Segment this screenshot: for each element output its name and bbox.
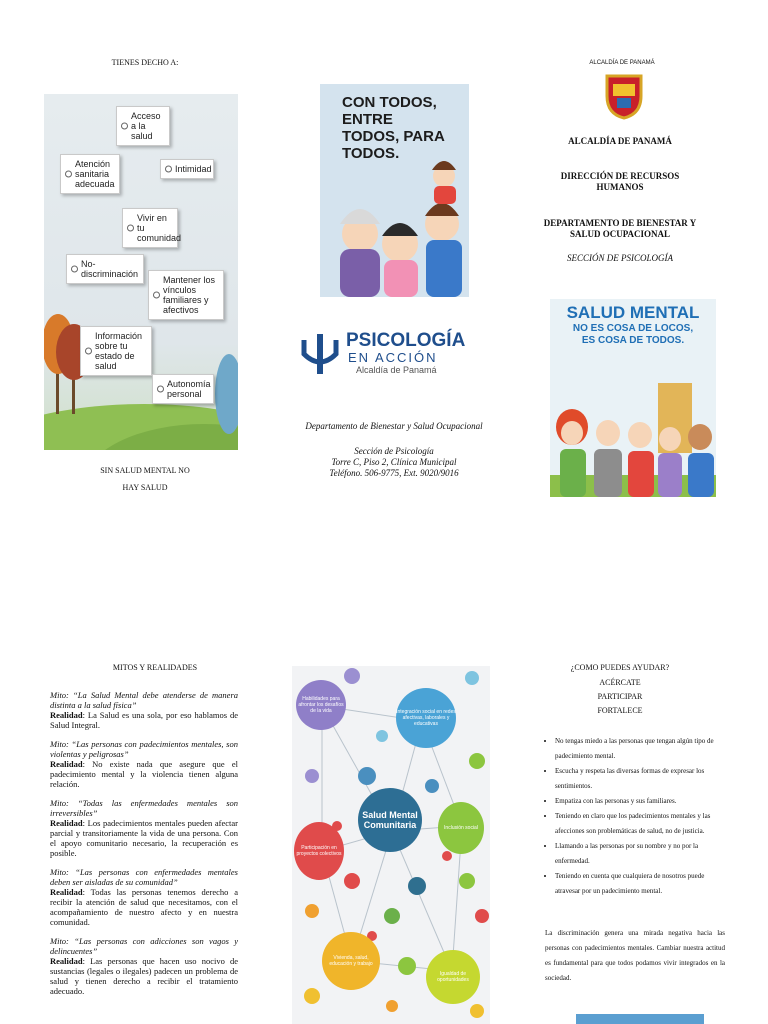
logo-caption: Alcaldía de Panamá xyxy=(356,365,437,375)
reality-text: : Todas las personas tenemos derecho a recibir la atención de salud que necesitamos, con el acompañamiento de nuestro afecto y en nuestra comunidad. xyxy=(50,887,238,927)
reality-label: Realidad xyxy=(50,759,83,769)
reality-label: Realidad xyxy=(50,710,83,720)
reality-text: : Las personas que hacen uso nocivo de sustancias (legales o ilegales) padecen un problema de salud y tienen derecho a recibir el tratamiento adecuado. xyxy=(50,956,238,996)
node-participacion: Participación en proyectos colectivos xyxy=(294,822,344,880)
myth-text: Mito: “La Salud Mental debe atenderse de manera distinta a la salud física” xyxy=(50,690,238,710)
crowd-illustration xyxy=(550,299,716,497)
right-card-family xyxy=(148,270,224,320)
small-title: ALCALDÍA DE PANAMÁ xyxy=(589,60,655,66)
card-label: Acceso a la salud xyxy=(131,111,161,141)
help-bullet: • Escucha y respeta las diversas formas de expresar los sentimientos. xyxy=(555,764,725,794)
rights-caption-line2: HAY SALUD xyxy=(122,483,168,492)
rights-heading: TIENES DECHO A: xyxy=(111,58,179,67)
reality-label: Realidad xyxy=(50,956,83,966)
center-section: Sección de Psicología xyxy=(354,446,434,456)
reality-label: Realidad xyxy=(50,887,83,897)
help-bullet: • Teniendo en cuenta que cualquiera de nosotros puede atravesar por un padecimiento mental. xyxy=(555,869,725,899)
bottom-image-fragment xyxy=(576,1014,704,1024)
myth-text: Mito: “Todas las enfermedades mentales son irreversibles” xyxy=(50,798,238,818)
myth-item xyxy=(50,739,238,789)
psi-icon xyxy=(298,332,342,376)
logo-title: PSICOLOGÍA xyxy=(346,330,466,351)
help-a2: PARTICIPAR xyxy=(597,692,643,701)
help-bullets xyxy=(545,734,725,899)
con-todos-poster xyxy=(320,84,469,297)
myth-item xyxy=(50,798,238,858)
poster-sub-line1: NO ES COSA DE LOCOS, xyxy=(572,323,694,334)
reality-text: : No existe nada que asegure que el padecimiento mental y la violencia tienen alguna relación. xyxy=(50,759,238,789)
card-label: Vivir en tu comunidad xyxy=(137,213,182,243)
myth-item xyxy=(50,867,238,927)
myth-item xyxy=(50,936,238,996)
myths-heading: MITOS Y REALIDADES xyxy=(112,663,198,672)
card-label: Autonomía personal xyxy=(167,379,211,399)
node-habilidades: Habilidades para afrontar los desafíos de la vida xyxy=(296,680,346,730)
node-vivienda: Vivienda, salud, educación y trabajo xyxy=(322,932,380,990)
right-card-information xyxy=(80,326,152,376)
rights-illustration xyxy=(44,94,238,450)
card-label: No-discriminación xyxy=(81,259,139,279)
people-illustration xyxy=(320,84,469,297)
reality-text: : La Salud es una sola, por eso hablamos de Salud Integral. xyxy=(50,710,238,730)
node-center: Salud Mental Comunitaria xyxy=(358,788,422,852)
reality-label: Realidad xyxy=(50,818,83,828)
help-a3: FORTALECE xyxy=(597,706,643,715)
right-card-community xyxy=(122,208,182,248)
community-mental-health-network xyxy=(292,666,490,1024)
right-card-autonomy xyxy=(152,374,214,404)
help-a1: ACÉRCATE xyxy=(599,678,641,687)
card-label: Atención sanitaria adecuada xyxy=(75,159,115,189)
poster-title: SALUD MENTAL xyxy=(566,303,700,322)
poster-sub-line2: ES COSA DE TODOS. xyxy=(581,335,685,346)
help-closing: La discriminación genera una mirada negativa hacia las personas con padecimientos mentales. Cambiar nuestra actitud es fundamental para que todos podamos vivir integrados en la sociedad. xyxy=(545,929,725,982)
reality-text: : Los padecimientos mentales pueden afectar parcial y transitoriamente la vida de una persona. Con el apoyo comunitario necesario, la recuperación es posible. xyxy=(50,818,238,858)
help-bullet: • Empatiza con las personas y sus familiares. xyxy=(555,794,725,809)
right-card-attention xyxy=(60,154,120,194)
logo-subtitle: EN ACCIÓN xyxy=(348,350,438,365)
card-label: Mantener los vínculos familiares y afectivos xyxy=(163,275,216,315)
center-dept: Departamento de Bienestar y Salud Ocupacional xyxy=(305,421,483,431)
psicologia-logo xyxy=(298,330,488,376)
myths-list xyxy=(50,690,238,996)
center-phone: Teléfono. 506-9775, Ext. 9020/9016 xyxy=(329,468,459,478)
help-bullet: • No tengas miedo a las personas que tengan algún tipo de padecimiento mental. xyxy=(555,734,725,764)
salud-mental-poster xyxy=(550,299,716,497)
poster-text: CON TODOS, ENTRE TODOS, PARA TODOS. xyxy=(342,94,445,162)
right-card-access xyxy=(116,106,170,146)
node-igualdad: Igualdad de oportunidades xyxy=(426,950,480,1004)
title: ALCALDÍA DE PANAMÁ xyxy=(568,136,672,146)
card-label: Intimidad xyxy=(175,164,212,174)
node-inclusion: Inclusión social xyxy=(438,802,484,854)
myth-text: Mito: “Las personas con enfermedades mentales deben ser aisladas de su comunidad” xyxy=(50,867,238,887)
myth-item xyxy=(50,690,238,730)
departamento: DEPARTAMENTO DE BIENESTAR Y SALUD OCUPACIONAL xyxy=(543,218,697,239)
node-integracion: Integración social en redes afectivas, laborales y educativas xyxy=(396,688,456,748)
center-address: Torre C, Piso 2, Clínica Municipal xyxy=(331,457,457,467)
myth-text: Mito: “Las personas con adicciones son vagos y delincuentes” xyxy=(50,936,238,956)
help-bullet: • Teniendo en claro que los padecimientos mentales y las afecciones son problemáticas de salud, no de justicia. xyxy=(555,809,725,839)
myth-text: Mito: “Las personas con padecimientos mentales, son violentas y peligrosas” xyxy=(50,739,238,759)
right-card-nondiscrimination xyxy=(66,254,144,284)
right-card-intimacy xyxy=(160,159,214,179)
shield-icon xyxy=(603,72,645,120)
seccion: SECCIÓN DE PSICOLOGÍA xyxy=(567,253,673,263)
rights-caption-line1: SIN SALUD MENTAL NO xyxy=(100,466,190,475)
coat-of-arms-emblem xyxy=(603,72,645,120)
help-bullet: • Llamando a las personas por su nombre y no por la enfermedad. xyxy=(555,839,725,869)
card-label: Información sobre tu estado de salud xyxy=(95,331,143,371)
direccion: DIRECCIÓN DE RECURSOS HUMANOS xyxy=(560,171,680,192)
help-question: ¿COMO PUEDES AYUDAR? xyxy=(570,663,670,672)
